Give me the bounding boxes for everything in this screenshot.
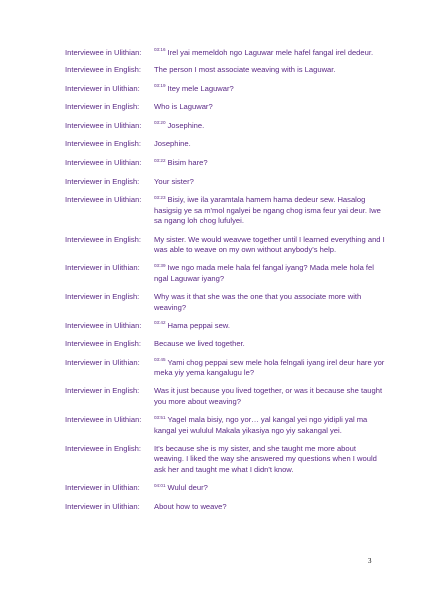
timestamp: 03:51 [154,414,166,420]
utterance-text: Who is Laguwar? [154,102,213,112]
utterance [154,483,385,494]
speaker-label: Interviewee in English: [65,234,141,244]
utterance [154,339,385,350]
utterance [154,65,385,76]
speaker-label: Interviewee in English: [65,65,141,75]
speaker-label: Interviewee in English: [65,139,141,149]
timestamp: 04:01 [154,482,166,488]
utterance [154,263,385,284]
transcript-row [65,235,385,256]
transcript-row [65,65,385,76]
utterance-text: Itey mele Laguwar? [167,83,234,93]
utterance-text: Why was it that she was the one that you associate more with weaving? [154,291,362,312]
utterance [154,48,385,59]
timestamp: 03:20 [154,120,166,126]
speaker-label: Interviewer in Ulithian: [65,483,140,493]
utterance-text: The person I most associate weaving with is Laguwar. [154,65,336,75]
utterance [154,102,385,113]
utterance [154,158,385,169]
speaker-label: Interviewee in Ulithian: [65,48,142,57]
speaker-label: Interviewee in Ulithian: [65,158,142,168]
utterance-text: Josephine. [167,120,205,130]
utterance [154,502,385,513]
utterance [154,121,385,132]
transcript-row [65,177,385,188]
timestamp: 03:39 [154,262,166,268]
speaker-label: Interviewer in Ulithian: [65,357,140,367]
utterance-text: Irel yai memeldoh ngo Laguwar mele hafel fangal irel dedeur. [167,48,374,57]
speaker-label: Interviewer in English: [65,176,140,186]
speaker-label: Interviewer in Ulithian: [65,263,140,273]
transcript-row [65,386,385,407]
utterance-text: Josephine. [154,139,191,149]
timestamp: 03:42 [154,320,166,326]
utterance [154,415,385,436]
transcript-row [65,444,385,476]
transcript-row [65,139,385,150]
speaker-label: Interviewer in English: [65,291,140,301]
transcript-row [65,195,385,227]
utterance-text: Because we lived together. [154,339,245,349]
transcript-row [65,339,385,350]
timestamp: 03:16 [154,47,166,53]
speaker-label: Interviewee in Ulithian: [65,195,142,205]
timestamp: 03:22 [154,157,166,163]
page-number: 3 [368,557,372,565]
transcript-row [65,292,385,313]
utterance-text: It's because she is my sister, and she taught me more about weaving. I liked the way she answered my questions when I would ask her and taught me what I didn't know. [154,443,377,475]
utterance [154,386,385,407]
utterance [154,235,385,256]
utterance [154,177,385,188]
utterance-text: Your sister? [154,176,194,186]
utterance-text: Wulul deur? [167,483,208,493]
utterance-text: My sister. We would weavwe together until I learned everything and I was able to weave on my own without anybody's help. [154,234,385,255]
transcript-row [65,502,385,513]
utterance-text: Hama peppai sew. [167,320,230,330]
speaker-label: Interviewee in English: [65,443,141,453]
utterance [154,139,385,150]
utterance-text: Bisim hare? [167,158,208,168]
timestamp: 03:45 [154,357,166,363]
utterance-text: Yagel mala bisiy, ngo yor… yal kangal yei ngo yidipli yal ma kangal yei wululul Makala yikasiya ngo yiy sakangal yei. [154,415,368,435]
speaker-label: Interviewee in Ulithian: [65,415,142,425]
transcript-row [65,158,385,169]
speaker-label: Interviewer in English: [65,386,140,396]
transcript-row [65,102,385,113]
utterance [154,84,385,95]
utterance-text: Iwe ngo mada mele hala fel fangal iyang? Mada mele hola fel ngal Laguwar iyang? [154,263,374,283]
transcript-row [65,321,385,332]
utterance [154,292,385,313]
timestamp: 03:19 [154,83,166,89]
transcript-row [65,121,385,132]
timestamp: 03:23 [154,194,166,200]
transcript-row [65,415,385,436]
speaker-label: Interviewee in English: [65,339,141,349]
transcript-row [65,358,385,379]
transcript-row [65,483,385,494]
transcript-row [65,48,385,59]
utterance [154,358,385,379]
utterance-text: Bisiy, iwe ila yaramtala hamem hama dedeur sew. Hasalog hasigsig ye sa m'mol ngalyei be ngang chog isma feur yai deur. Iwe sa ngang loh chog lufulyei. [154,195,381,226]
utterance [154,195,385,227]
speaker-label: Interviewer in English: [65,102,140,112]
utterance-text: Was it just because you lived together, or was it because she taught you more about weaving? [154,386,383,407]
transcript-row [65,84,385,95]
transcript-row [65,263,385,284]
transcript [65,48,385,512]
speaker-label: Interviewee in Ulithian: [65,120,142,130]
utterance [154,444,385,476]
utterance-text: Yami chog peppai sew mele hola felngali iyang irel deur hare yor meka yiy yema kangalugu le? [154,357,385,378]
speaker-label: Interviewer in Ulithian: [65,83,140,93]
speaker-label: Interviewee in Ulithian: [65,320,142,330]
utterance [154,321,385,332]
speaker-label: Interviewer in Ulithian: [65,501,140,511]
utterance-text: About how to weave? [154,501,227,511]
